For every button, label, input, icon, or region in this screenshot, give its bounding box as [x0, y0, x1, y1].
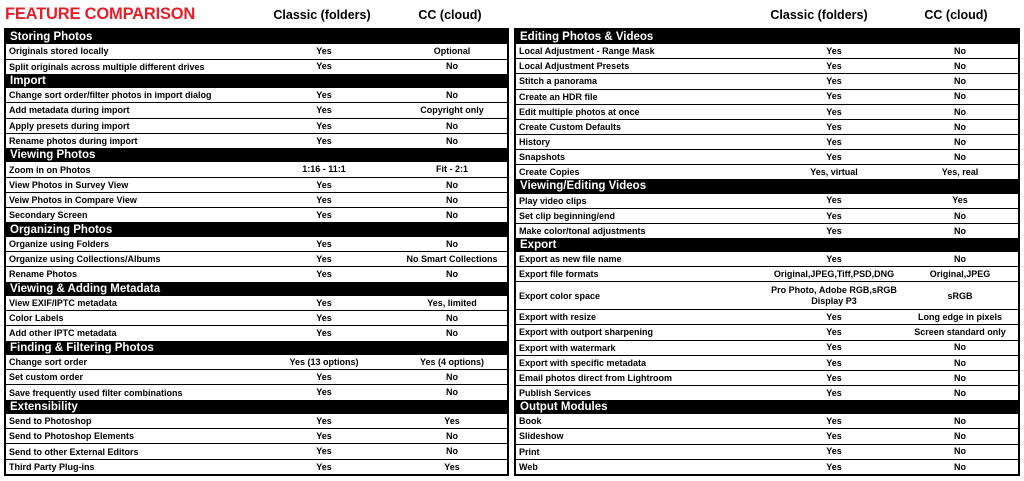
- cc-value: No: [954, 372, 966, 383]
- feature-label: Rename photos during import: [9, 135, 138, 146]
- cc-value: Optional: [433, 46, 471, 57]
- table-row: [6, 326, 507, 340]
- table-row: [6, 88, 507, 103]
- cc-value: No: [446, 269, 458, 280]
- cc-value: No: [446, 179, 458, 190]
- classic-value: Yes: [826, 312, 842, 323]
- classic-value: Yes: [826, 342, 842, 353]
- classic-value: Yes: [316, 446, 332, 457]
- feature-label: Export with watermark: [519, 342, 616, 353]
- table-row: [516, 341, 1018, 356]
- classic-value: Yes: [826, 210, 842, 221]
- table-row: [6, 385, 507, 399]
- table-row: [516, 310, 1018, 325]
- classic-value: Yes: [826, 372, 842, 383]
- feature-label: Rename Photos: [9, 269, 78, 280]
- cc-value: No: [446, 210, 458, 221]
- classic-value: Yes: [316, 61, 332, 72]
- cc-value: No: [446, 431, 458, 442]
- classic-value: Yes: [826, 106, 842, 117]
- classic-value: Yes: [316, 120, 332, 131]
- table-row: [6, 193, 507, 208]
- cc-value: No: [446, 387, 458, 398]
- classic-value: Yes: [826, 254, 842, 264]
- table-row: [6, 296, 507, 311]
- cc-value: No: [446, 313, 458, 323]
- classic-value: Pro Photo, Adobe RGB,sRGB Display P3: [771, 285, 897, 306]
- classic-value: Yes: [316, 210, 332, 221]
- table-row: [6, 414, 507, 429]
- cc-value: No: [446, 61, 458, 72]
- left-comparison-panel: [4, 0, 509, 476]
- section-header: Viewing/Editing Videos: [516, 179, 1018, 193]
- cc-value: No: [954, 61, 966, 72]
- classic-value: Yes: [316, 90, 332, 101]
- feature-label: Organize using Folders: [9, 238, 110, 249]
- table-row: [6, 460, 507, 474]
- classic-value: Yes: [316, 328, 332, 339]
- table-row: [516, 165, 1018, 179]
- feature-label: Send to Photoshop: [9, 416, 92, 427]
- cc-value: Copyright only: [420, 105, 484, 116]
- table-row: [516, 445, 1018, 460]
- cc-value: sRGB: [947, 290, 973, 301]
- feature-label: Add other IPTC metadata: [9, 328, 117, 339]
- cc-value: No: [954, 357, 966, 368]
- classic-value: Yes: [826, 152, 842, 163]
- feature-label: History: [519, 137, 551, 148]
- classic-value: 1:16 - 11:1: [302, 164, 346, 175]
- classic-value: Yes: [826, 195, 842, 206]
- feature-label: Create Custom Defaults: [519, 121, 622, 132]
- feature-label: Add metadata during import: [9, 105, 130, 116]
- cc-value: No: [446, 446, 458, 457]
- feature-label: Export with outport sharpening: [519, 327, 653, 338]
- classic-value: Yes: [826, 121, 842, 132]
- feature-label: Snapshots: [519, 152, 566, 163]
- classic-value: Yes: [826, 431, 842, 442]
- feature-label: Publish Services: [519, 388, 592, 399]
- table-row: [516, 282, 1018, 310]
- right-header: [514, 0, 1020, 28]
- feature-label: Local Adjustment Presets: [519, 61, 630, 72]
- table-row: [516, 120, 1018, 135]
- cc-value: No: [954, 152, 966, 163]
- classic-value: Yes: [826, 461, 842, 472]
- feature-label: Veiw Photos in Compare View: [9, 195, 137, 206]
- feature-label: Organize using Collections/Albums: [9, 254, 161, 265]
- feature-label: View Photos in Survey View: [9, 179, 129, 190]
- table-row: [6, 267, 507, 281]
- classic-value: Yes: [826, 225, 842, 236]
- classic-column-header-right: Classic (folders): [770, 8, 868, 22]
- classic-value: Yes: [316, 269, 332, 280]
- table-row: [6, 60, 507, 74]
- feature-label: Originals stored locally: [9, 46, 109, 57]
- table-row: [516, 105, 1018, 120]
- table-row: [6, 178, 507, 193]
- cc-value: No: [446, 372, 458, 383]
- cc-value: No: [954, 121, 966, 132]
- table-row: [6, 119, 507, 134]
- cc-value: No: [954, 106, 966, 117]
- table-row: [6, 103, 507, 118]
- classic-value: Yes: [316, 135, 332, 146]
- right-feature-table: [514, 28, 1020, 476]
- feature-label: Create Copies: [519, 167, 580, 178]
- cc-value: No: [954, 254, 966, 264]
- classic-value: Yes: [826, 76, 842, 87]
- classic-value: Yes: [316, 194, 332, 205]
- table-row: [516, 252, 1018, 267]
- section-header: Viewing & Adding Metadata: [6, 282, 507, 296]
- feature-label: Stitch a panorama: [519, 76, 598, 87]
- classic-value: Yes: [316, 179, 332, 190]
- classic-value: Yes: [316, 253, 332, 264]
- classic-value: Yes: [826, 387, 842, 398]
- table-row: [6, 444, 507, 459]
- table-row: [516, 59, 1018, 74]
- classic-value: Yes: [316, 372, 332, 383]
- table-row: [516, 194, 1018, 209]
- cc-value: Long edge in pixels: [917, 312, 1003, 323]
- feature-label: View EXIF/IPTC metadata: [9, 297, 117, 308]
- section-header: Viewing Photos: [6, 148, 507, 162]
- classic-value: Yes: [826, 446, 842, 457]
- feature-label: Book: [519, 416, 542, 427]
- feature-label: Export with specific metadata: [519, 357, 647, 368]
- section-header: Storing Photos: [6, 30, 507, 44]
- cc-value: Screen standard only: [914, 327, 1006, 338]
- feature-label: Save frequently used filter combinations: [9, 387, 183, 398]
- feature-label: Secondary Screen: [9, 210, 88, 221]
- feature-label: Export as new file name: [519, 254, 622, 265]
- classic-value: Yes: [316, 387, 332, 398]
- table-row: [516, 460, 1018, 474]
- classic-value: Yes: [316, 297, 332, 308]
- cc-value: No: [446, 194, 458, 205]
- feature-label: Email photos direct from Lightroom: [519, 372, 673, 383]
- feature-label: Export file formats: [519, 269, 599, 280]
- table-row: [516, 44, 1018, 59]
- feature-label: Create an HDR file: [519, 91, 598, 102]
- classic-value: Yes: [826, 416, 842, 427]
- feature-label: Change sort order: [9, 356, 88, 367]
- cc-value: Yes: [444, 415, 460, 426]
- classic-value: Yes: [826, 327, 842, 338]
- cc-value: No: [954, 46, 966, 57]
- table-row: [516, 325, 1018, 340]
- classic-value: Yes: [826, 46, 842, 57]
- table-row: [6, 370, 507, 385]
- section-header: Organizing Photos: [6, 222, 507, 236]
- feature-label: Export color space: [519, 290, 601, 301]
- table-row: [6, 237, 507, 252]
- table-row: [6, 252, 507, 267]
- cc-value: No: [954, 387, 966, 398]
- table-row: [6, 134, 507, 148]
- classic-value: Yes: [316, 313, 332, 323]
- classic-column-header: Classic (folders): [273, 8, 371, 22]
- cc-value: No: [954, 76, 966, 87]
- classic-value: Yes: [316, 431, 332, 442]
- cc-column-header-right: CC (cloud): [924, 8, 988, 22]
- left-header: [4, 0, 509, 28]
- cc-value: Yes, limited: [427, 297, 477, 308]
- table-row: [516, 267, 1018, 282]
- table-row: [6, 208, 507, 222]
- table-row: [516, 429, 1018, 444]
- cc-value: No: [446, 135, 458, 146]
- cc-value: No: [954, 225, 966, 236]
- table-row: [516, 74, 1018, 89]
- feature-label: Play video clips: [519, 195, 587, 206]
- cc-value: Yes (4 options): [419, 356, 485, 367]
- section-header: Import: [6, 74, 507, 88]
- cc-value: No: [954, 416, 966, 427]
- cc-value: Yes: [952, 195, 968, 206]
- section-header: Finding & Filtering Photos: [6, 341, 507, 355]
- table-row: [516, 135, 1018, 150]
- table-row: [516, 371, 1018, 386]
- feature-label: Zoom in on Photos: [9, 164, 91, 175]
- table-row: [516, 224, 1018, 238]
- table-row: [516, 90, 1018, 105]
- feature-label: Edit multiple photos at once: [519, 106, 640, 117]
- classic-value: Yes: [316, 105, 332, 116]
- feature-label: Send to Photoshop Elements: [9, 431, 135, 442]
- cc-value: No Smart Collections: [406, 253, 498, 264]
- page-title: FEATURE COMPARISON: [5, 5, 196, 23]
- cc-column-header: CC (cloud): [418, 8, 482, 22]
- right-comparison-panel: [514, 0, 1020, 476]
- table-row: [516, 150, 1018, 165]
- cc-value: Original,JPEG: [929, 269, 991, 280]
- section-header: Extensibility: [6, 400, 507, 414]
- classic-value: Original,JPEG,Tiff,PSD,DNG: [773, 269, 895, 280]
- classic-value: Yes, virtual: [810, 167, 858, 178]
- feature-label: Change sort order/filter photos in import dialog: [9, 90, 212, 101]
- table-row: [516, 414, 1018, 429]
- feature-label: Third Party Plug-ins: [9, 461, 95, 472]
- table-row: [6, 355, 507, 370]
- feature-label: Slideshow: [519, 431, 564, 442]
- left-feature-table: [4, 28, 509, 476]
- classic-value: Yes: [316, 238, 332, 249]
- cc-value: No: [954, 136, 966, 147]
- feature-label: Send to other External Editors: [9, 446, 139, 457]
- cc-value: Yes: [444, 461, 460, 472]
- cc-value: No: [446, 328, 458, 339]
- table-row: [6, 162, 507, 177]
- section-header: Export: [516, 238, 1018, 252]
- cc-value: No: [954, 210, 966, 221]
- table-row: [516, 209, 1018, 224]
- classic-value: Yes: [826, 136, 842, 147]
- feature-label: Web: [519, 461, 538, 472]
- cc-value: Yes, real: [941, 167, 979, 178]
- cc-value: No: [954, 91, 966, 102]
- table-row: [6, 429, 507, 444]
- classic-value: Yes: [316, 461, 332, 472]
- feature-label: Local Adjustment - Range Mask: [519, 46, 655, 57]
- cc-value: No: [954, 431, 966, 442]
- classic-value: Yes (13 options): [289, 356, 359, 367]
- feature-label: Make color/tonal adjustments: [519, 225, 646, 236]
- table-row: [6, 311, 507, 326]
- classic-value: Yes: [826, 357, 842, 368]
- cc-value: No: [954, 342, 966, 353]
- classic-value: Yes: [316, 46, 332, 57]
- cc-value: Fit - 2:1: [435, 164, 469, 175]
- classic-value: Yes: [826, 61, 842, 72]
- cc-value: No: [446, 90, 458, 101]
- classic-value: Yes: [316, 415, 332, 426]
- feature-label: Apply presets during import: [9, 120, 130, 131]
- feature-label: Print: [519, 446, 540, 457]
- feature-label: Color Labels: [9, 313, 64, 324]
- section-header: Editing Photos & Videos: [516, 30, 1018, 44]
- feature-label: Split originals across multiple different drives: [9, 61, 205, 72]
- feature-label: Set clip beginning/end: [519, 210, 616, 221]
- cc-value: No: [954, 446, 966, 457]
- cc-value: No: [446, 120, 458, 131]
- cc-value: No: [954, 461, 966, 472]
- feature-label: Set custom order: [9, 372, 84, 383]
- table-row: [516, 356, 1018, 371]
- classic-value: Yes: [826, 91, 842, 102]
- section-header: Output Modules: [516, 400, 1018, 414]
- table-row: [516, 386, 1018, 400]
- cc-value: No: [446, 238, 458, 249]
- table-row: [6, 44, 507, 59]
- feature-label: Export with resize: [519, 312, 597, 323]
